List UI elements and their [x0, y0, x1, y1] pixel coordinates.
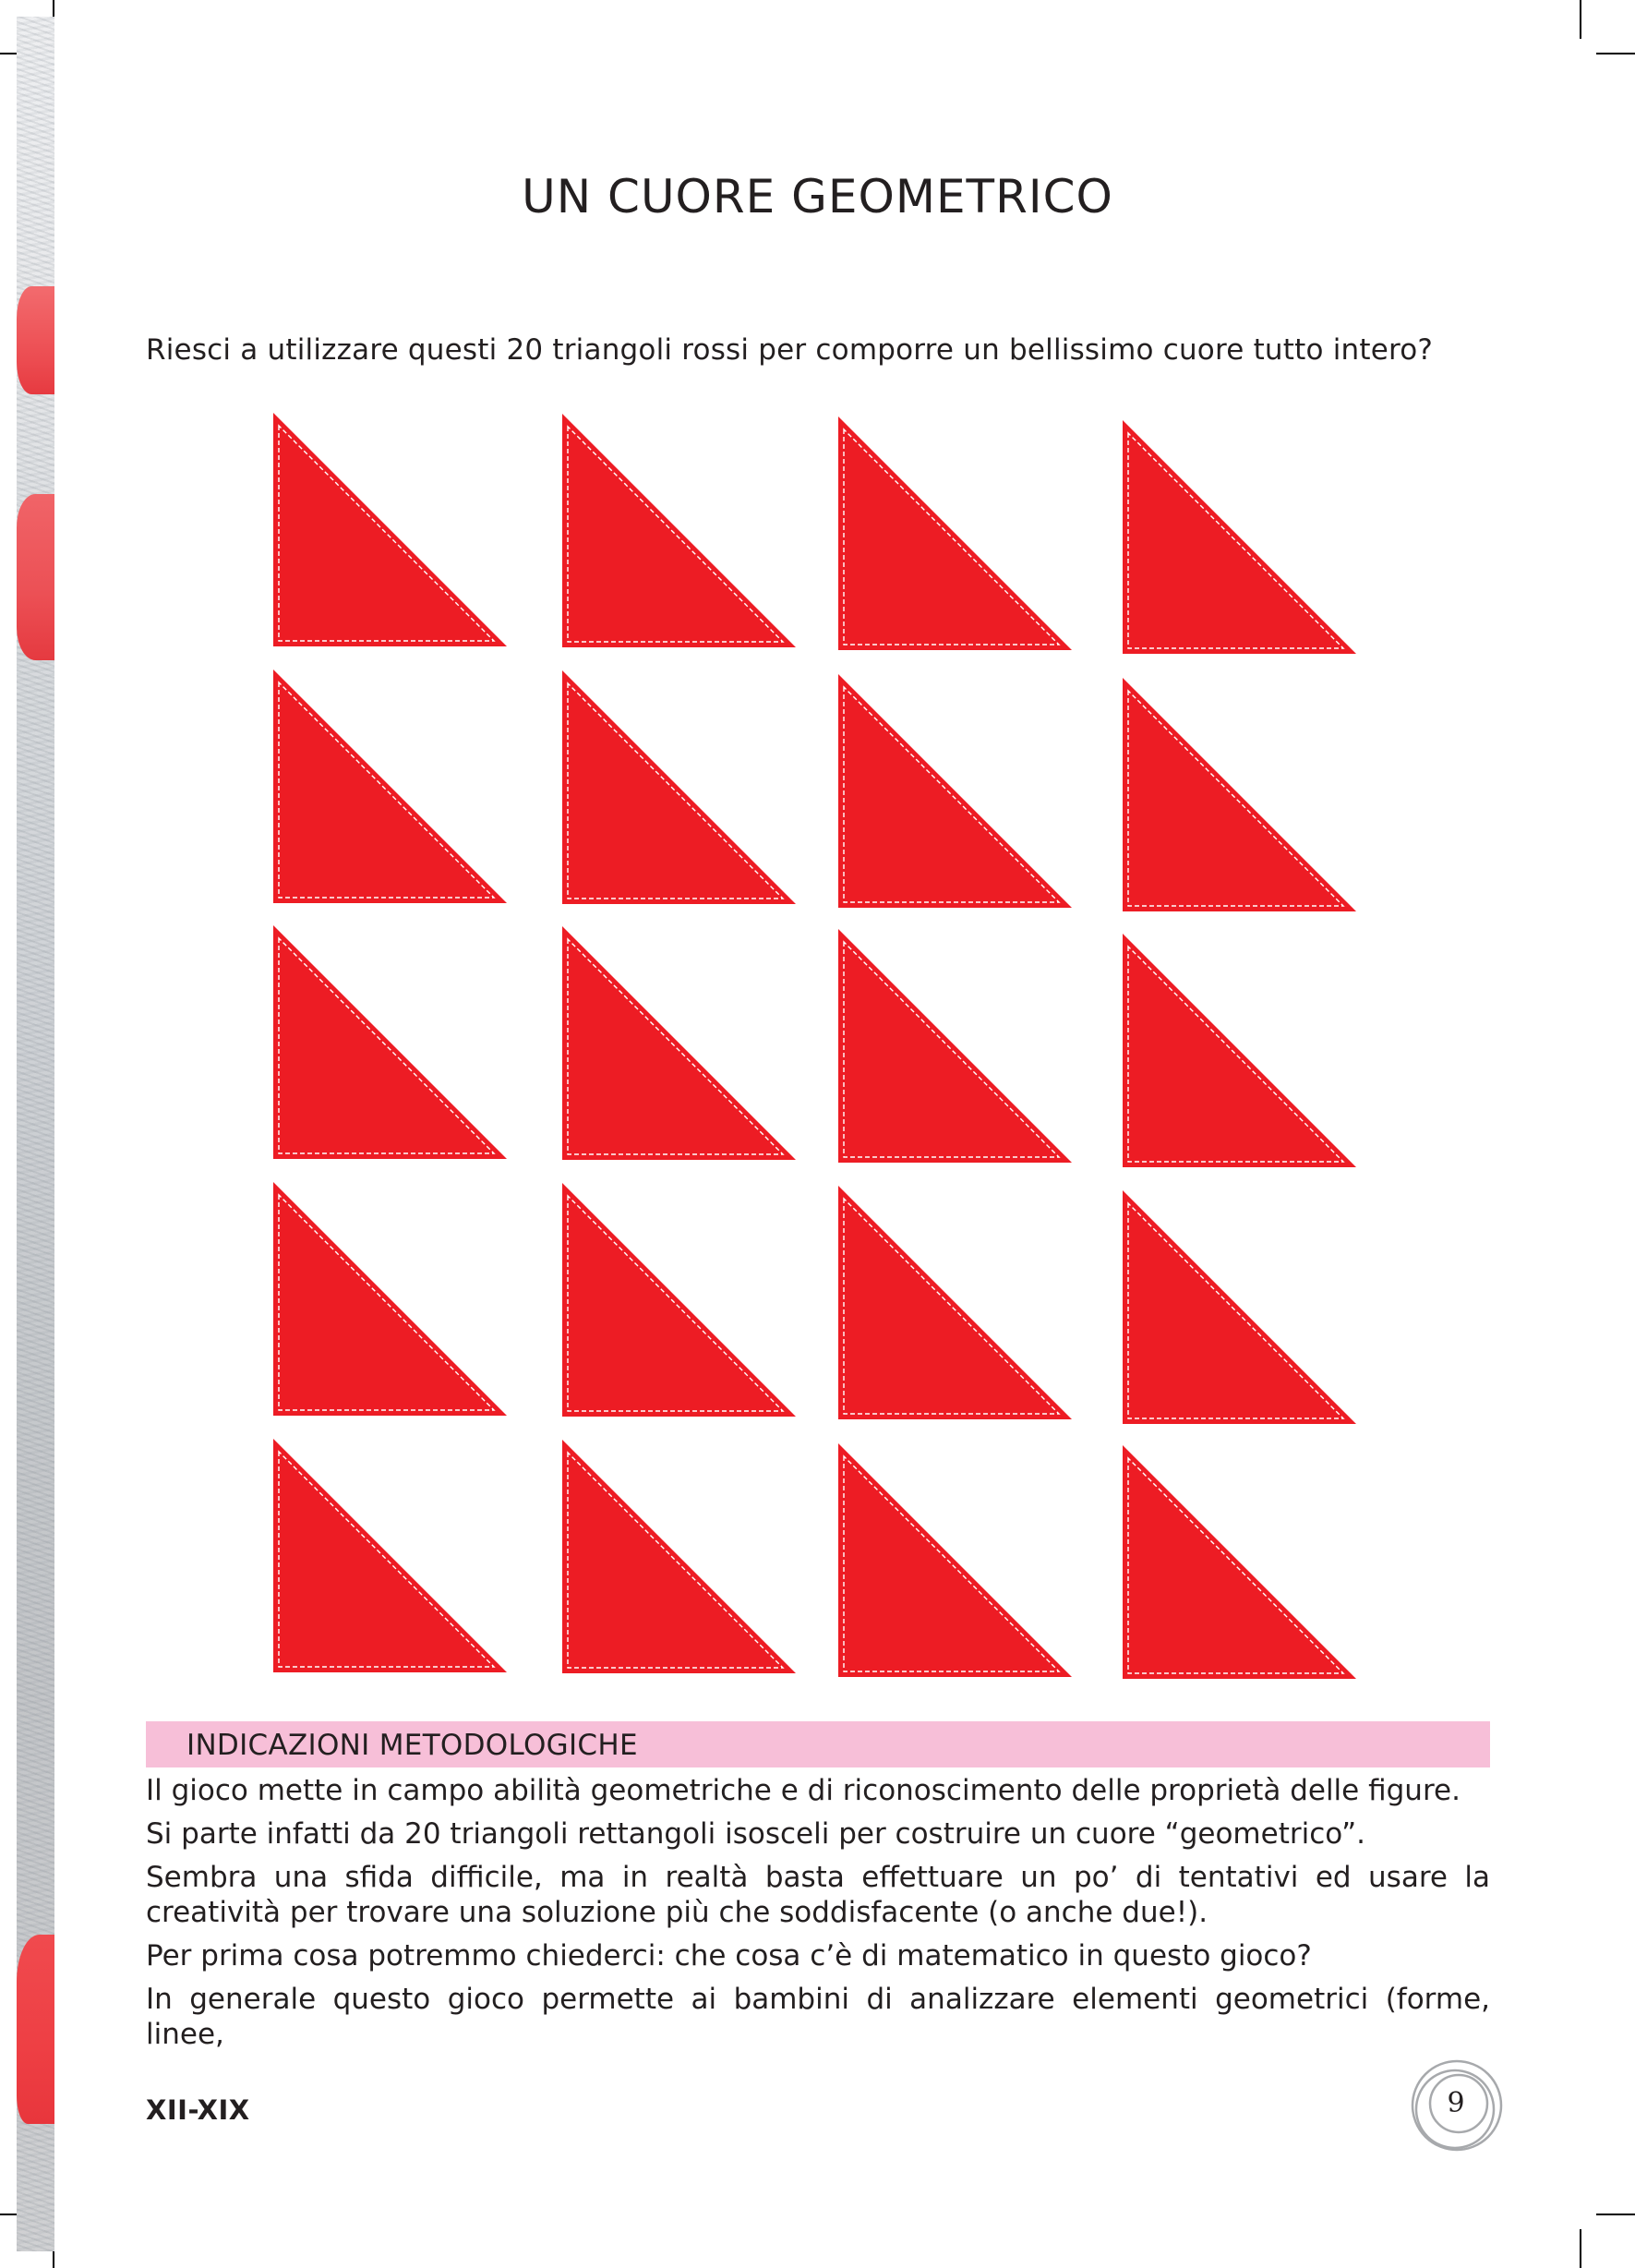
triangle-shape [838, 416, 1072, 650]
red-triangle [273, 1182, 507, 1416]
triangle-shape [562, 926, 796, 1160]
crop-mark [1580, 2229, 1581, 2268]
red-triangle [838, 416, 1072, 650]
red-triangle [1123, 934, 1356, 1167]
red-triangle [273, 925, 507, 1159]
triangle-shape [1123, 678, 1356, 911]
section-heading: INDICAZIONI METODOLOGICHE [186, 1729, 638, 1762]
triangle-shape [838, 929, 1072, 1163]
triangle-shape [273, 413, 507, 646]
triangle-shape [1123, 934, 1356, 1167]
page-number-badge [1407, 2056, 1509, 2157]
red-triangle [562, 1183, 796, 1417]
triangle-shape [562, 414, 796, 647]
red-triangle [273, 670, 507, 903]
red-triangle [838, 929, 1072, 1163]
section-code: XII-XIX [146, 2094, 250, 2126]
triangle-shape [562, 670, 796, 904]
red-triangle [1123, 1190, 1356, 1424]
red-triangle [1123, 1445, 1356, 1679]
red-triangle [273, 413, 507, 646]
paragraph: Si parte infatti da 20 triangoli rettangoli isosceli per costruire un cuore “geometrico”. [146, 1817, 1366, 1851]
triangle-shape [1123, 1190, 1356, 1424]
red-triangle [562, 926, 796, 1160]
red-heart-photo-fragment [17, 286, 54, 394]
triangle-shape [1123, 1445, 1356, 1679]
triangle-shape [838, 1443, 1072, 1677]
triangle-shape [273, 925, 507, 1159]
crop-mark [1596, 2214, 1635, 2215]
red-triangle [273, 1439, 507, 1672]
triangle-shape [273, 1182, 507, 1416]
triangle-shape [562, 1440, 796, 1673]
red-triangle [562, 670, 796, 904]
crop-mark [1580, 0, 1581, 39]
red-triangle [562, 414, 796, 647]
red-triangle [562, 1440, 796, 1673]
red-triangle [838, 674, 1072, 908]
triangle-shape [1123, 420, 1356, 654]
triangle-shape [838, 674, 1072, 908]
red-heart-photo-fragment [17, 1935, 54, 2124]
red-triangle [838, 1443, 1072, 1677]
paragraph: In generale questo gioco permette ai bambini di analizzare elementi geometrici (forme, linee, [146, 1983, 1490, 2051]
red-triangle [1123, 420, 1356, 654]
section-heading-band [146, 1721, 1490, 1767]
page-title: UN CUORE GEOMETRICO [522, 169, 1113, 223]
red-heart-photo-fragment [17, 494, 54, 660]
methodology-text [146, 1773, 1490, 2060]
triangle-shape [273, 670, 507, 903]
decorative-photo-strip [17, 17, 54, 2251]
paragraph: Il gioco mette in campo abilità geometriche e di riconoscimento delle proprietà delle figure. [146, 1774, 1461, 1807]
red-triangle [1123, 678, 1356, 911]
paragraph: Per prima cosa potremmo chiederci: che cosa c’è di matematico in questo gioco? [146, 1939, 1312, 1972]
triangle-shape [838, 1186, 1072, 1419]
triangle-shape [273, 1439, 507, 1672]
intro-question: Riesci a utilizzare questi 20 triangoli rossi per comporre un bellissimo cuore tutto intero? [146, 333, 1434, 367]
page-number: 9 [1447, 2087, 1465, 2119]
crop-mark [1596, 53, 1635, 54]
paragraph: Sembra una sfida difficile, ma in realtà basta effettuare un po’ di tentativi ed usare la creatività per trovare una soluzione più che soddisfacente (o anche due!). [146, 1861, 1490, 1929]
red-triangle [838, 1186, 1072, 1419]
triangle-shape [562, 1183, 796, 1417]
